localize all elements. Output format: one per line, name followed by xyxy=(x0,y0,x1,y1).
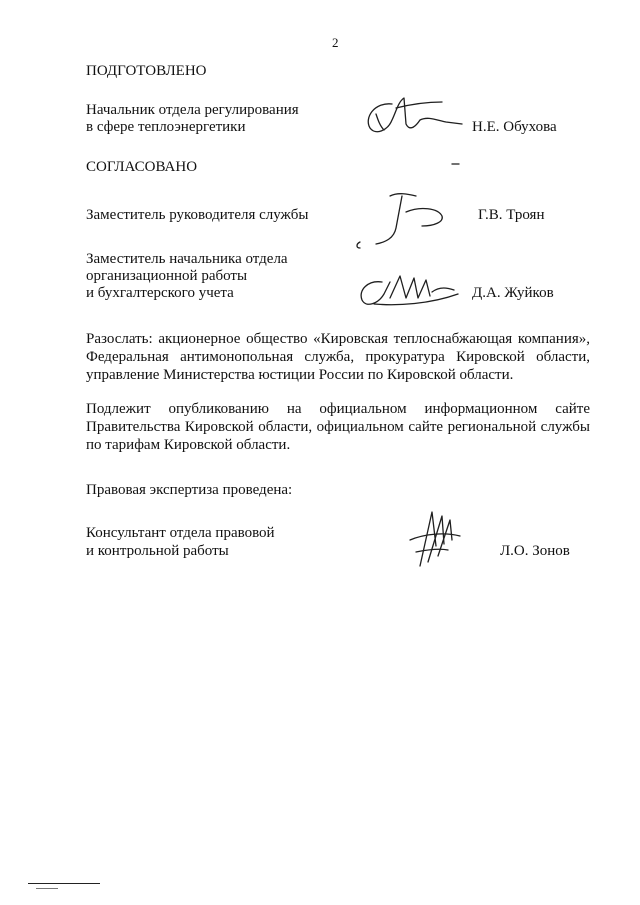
signature-zonov xyxy=(398,506,468,576)
signer2-name: Д.А. Жуйков xyxy=(472,285,554,301)
signer2-position-line2: организационной работы xyxy=(86,268,248,284)
signer2-position-line3: и бухгалтерского учета xyxy=(86,285,234,301)
page-number: 2 xyxy=(332,35,339,50)
signature-mark-dash xyxy=(450,160,462,168)
prepared-position-line1: Начальник отдела регулирования xyxy=(86,102,299,118)
signer1-name: Г.В. Троян xyxy=(478,207,545,223)
prepared-heading: ПОДГОТОВЛЕНО xyxy=(86,63,207,79)
legal-signer-name: Л.О. Зонов xyxy=(500,543,570,559)
signer1-position: Заместитель руководителя службы xyxy=(86,207,309,223)
agreed-heading: СОГЛАСОВАНО xyxy=(86,159,198,175)
legal-position-line1: Консультант отдела правовой xyxy=(86,525,275,541)
legal-position-line2: и контрольной работы xyxy=(86,543,229,559)
publication-paragraph: Подлежит опубликованию на официальном информационном сайте Правительства Кировской области, официальном сайте региональной службы по тарифам Кировской области. xyxy=(86,401,590,453)
signature-troyan xyxy=(350,188,460,254)
signature-obukhova xyxy=(362,92,470,138)
footer-rule-secondary xyxy=(36,888,58,889)
footer-rule xyxy=(28,883,100,884)
legal-review-statement: Правовая экспертиза проведена: xyxy=(86,482,293,498)
prepared-position-line2: в сфере теплоэнергетики xyxy=(86,119,246,135)
signature-zhuikov xyxy=(354,270,466,312)
distribution-paragraph: Разослать: акционерное общество «Кировская теплоснабжающая компания», Федеральная антимонопольная служба, прокуратура Кировской области, управление Министерства юстиции России по Кировской области. xyxy=(86,331,590,383)
prepared-signer-name: Н.Е. Обухова xyxy=(472,119,557,135)
signer2-position-line1: Заместитель начальника отдела xyxy=(86,251,288,267)
